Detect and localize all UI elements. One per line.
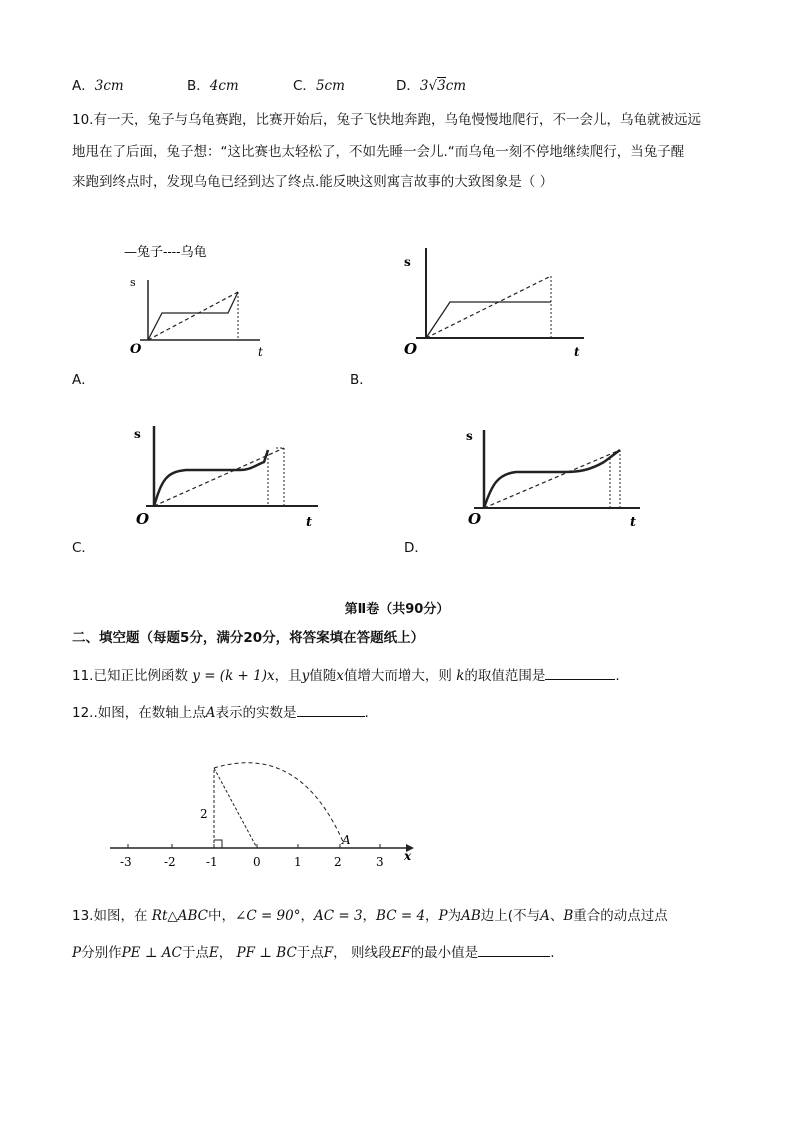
graph-b [394, 238, 594, 364]
graph-c-turtle-line [154, 448, 284, 506]
option-b-label: B． [187, 78, 210, 94]
tick-label: 3 [376, 855, 384, 869]
option-c-label: C． [293, 78, 316, 94]
option-c-value: 5cm [315, 78, 345, 94]
q11-var-k: k [456, 668, 465, 684]
q13-f: F [323, 945, 334, 961]
q13-p: P [438, 908, 448, 924]
q13-text: 的最小值是 [410, 945, 479, 961]
q13-text: 边上(不与 [480, 908, 541, 924]
graph-b-s-label: s [404, 255, 411, 269]
tick-label: -3 [120, 855, 132, 869]
tick-label: -2 [164, 855, 176, 869]
graph-a-origin: O [130, 342, 142, 357]
graph-d-turtle-line [484, 450, 620, 508]
q12 [72, 702, 369, 723]
q13-p: P [72, 945, 82, 961]
q11-var-y: y [301, 668, 310, 684]
option-a-label: A． [72, 78, 95, 94]
q13-text: 于点 [181, 945, 209, 961]
graph-b-turtle-line [426, 276, 551, 338]
q13-bc: BC = 4 [376, 908, 426, 924]
graph-a-legend: —兔子----乌龟 [124, 245, 207, 260]
graph-c [128, 418, 328, 536]
q13-ac: AC = 3 [313, 908, 363, 924]
option-d-radicand: 3 [437, 78, 446, 94]
number-line-x-label: x [404, 849, 412, 863]
q13-ef: EF [391, 945, 411, 961]
q12-answer-blank[interactable] [297, 702, 365, 717]
q9-option-c [293, 74, 345, 94]
option-d-unit: cm [445, 78, 467, 94]
right-angle-mark [214, 840, 222, 848]
q13-a: A [540, 908, 550, 924]
option-b-value: 4cm [209, 78, 239, 94]
q13-text: ， [300, 908, 314, 924]
q12-end: . [364, 705, 369, 721]
q13-b: B [563, 908, 574, 924]
q10-line-3: 来跑到终点时，发现乌龟已经到达了终点.能反映这则寓言故事的大致图象是（ ） [72, 174, 554, 190]
hypotenuse-segment [214, 768, 257, 848]
section-heading: 二、填空题（每题5分，满分20分，将答案填在答题纸上） [72, 630, 425, 646]
q13-triangle: Rt△ABC [151, 908, 209, 924]
graph-d-origin: O [468, 510, 482, 528]
q13-angle: ∠C = 90° [235, 908, 301, 924]
number-line-figure [100, 748, 430, 878]
graph-d [454, 418, 654, 536]
q13-text: 、 [549, 908, 564, 924]
q13-end: . [550, 945, 555, 961]
graph-d-label: D． [404, 540, 428, 556]
graph-c-origin: O [136, 510, 150, 528]
q13-text: 为 [447, 908, 462, 924]
graph-d-t-label: t [630, 515, 637, 530]
q11-suffix: 的取值范围是 [464, 668, 546, 684]
q13-text: ， [362, 908, 377, 924]
q11 [72, 665, 620, 686]
q13-pe: PE ⊥ AC [121, 945, 182, 961]
q13-text: ， [218, 945, 233, 961]
q12-var-a: A [205, 705, 216, 721]
graph-c-label: C． [72, 540, 95, 556]
graph-c-t-label: t [306, 515, 313, 530]
graph-b-label: B． [350, 372, 373, 388]
sqrt-sign: √ [428, 78, 438, 94]
q13-text: 中， [208, 908, 236, 924]
point-a-label: A [342, 833, 351, 847]
tick-label: 0 [253, 855, 261, 869]
option-d-coef: 3 [419, 78, 429, 94]
q12-suffix: 表示的实数是 [215, 705, 297, 721]
graph-a-label: A． [72, 372, 95, 388]
option-d-label: D． [396, 78, 420, 94]
q13-text: 重合的动点过点 [573, 908, 668, 924]
graph-c-rabbit-line [154, 450, 268, 506]
q13-ab: AB [461, 908, 481, 924]
q11-prefix: 11.已知正比例函数 [72, 668, 188, 684]
q11-var-x: x [336, 668, 344, 684]
q13-text: 分别作 [81, 945, 122, 961]
q13-pf: PF ⊥ BC [236, 945, 297, 961]
q13-e: E [208, 945, 219, 961]
graph-b-rabbit-line [426, 302, 551, 338]
q11-answer-blank[interactable] [545, 665, 615, 680]
q9-option-b [187, 74, 239, 94]
q10-line-1: 10.有一天，兔子与乌龟赛跑，比赛开始后，兔子飞快地奔跑，乌龟慢慢地爬行，不一会儿，乌龟就被远远 [72, 112, 701, 128]
q13-text: 13.如图，在 [72, 908, 148, 924]
q12-prefix: 12..如图，在数轴上点 [72, 705, 206, 721]
q13-text: ， 则线段 [333, 945, 392, 961]
tick-label: 1 [294, 855, 302, 869]
q11-mid2: 值随 [309, 668, 337, 684]
q11-end: . [615, 668, 620, 684]
graph-d-s-label: s [466, 429, 473, 443]
section-title: 第Ⅱ卷（共90分） [344, 602, 450, 617]
q13-text: ， [425, 908, 439, 924]
graph-a-s-label: s [130, 276, 136, 289]
q10-line-2: 地甩在了后面，兔子想：“这比赛也太轻松了，不如先睡一会儿.“而乌龟一刻不停地继续爬行，当兔子醒 [72, 144, 685, 160]
q11-mid3: 值增大而增大，则 [343, 668, 452, 684]
graph-a [120, 238, 280, 364]
q9-option-d [396, 74, 466, 94]
graph-b-origin: O [404, 340, 418, 358]
q13-text: 于点 [296, 945, 324, 961]
q9-option-a [72, 74, 124, 94]
height-label: 2 [200, 807, 208, 821]
q13-answer-blank[interactable] [478, 942, 550, 957]
q11-mid1: ，且 [274, 668, 302, 684]
graph-a-t-label: t [258, 345, 263, 359]
graph-b-t-label: t [574, 345, 580, 359]
q13-line-1 [72, 906, 668, 926]
graph-a-turtle-line [148, 292, 238, 340]
tick-label: 2 [334, 855, 342, 869]
option-a-value: 3cm [94, 78, 124, 94]
q13-line-2 [72, 942, 554, 963]
tick-label: -1 [206, 855, 218, 869]
graph-c-s-label: s [134, 427, 141, 441]
q11-formula: y = (k + 1)x [192, 668, 275, 684]
